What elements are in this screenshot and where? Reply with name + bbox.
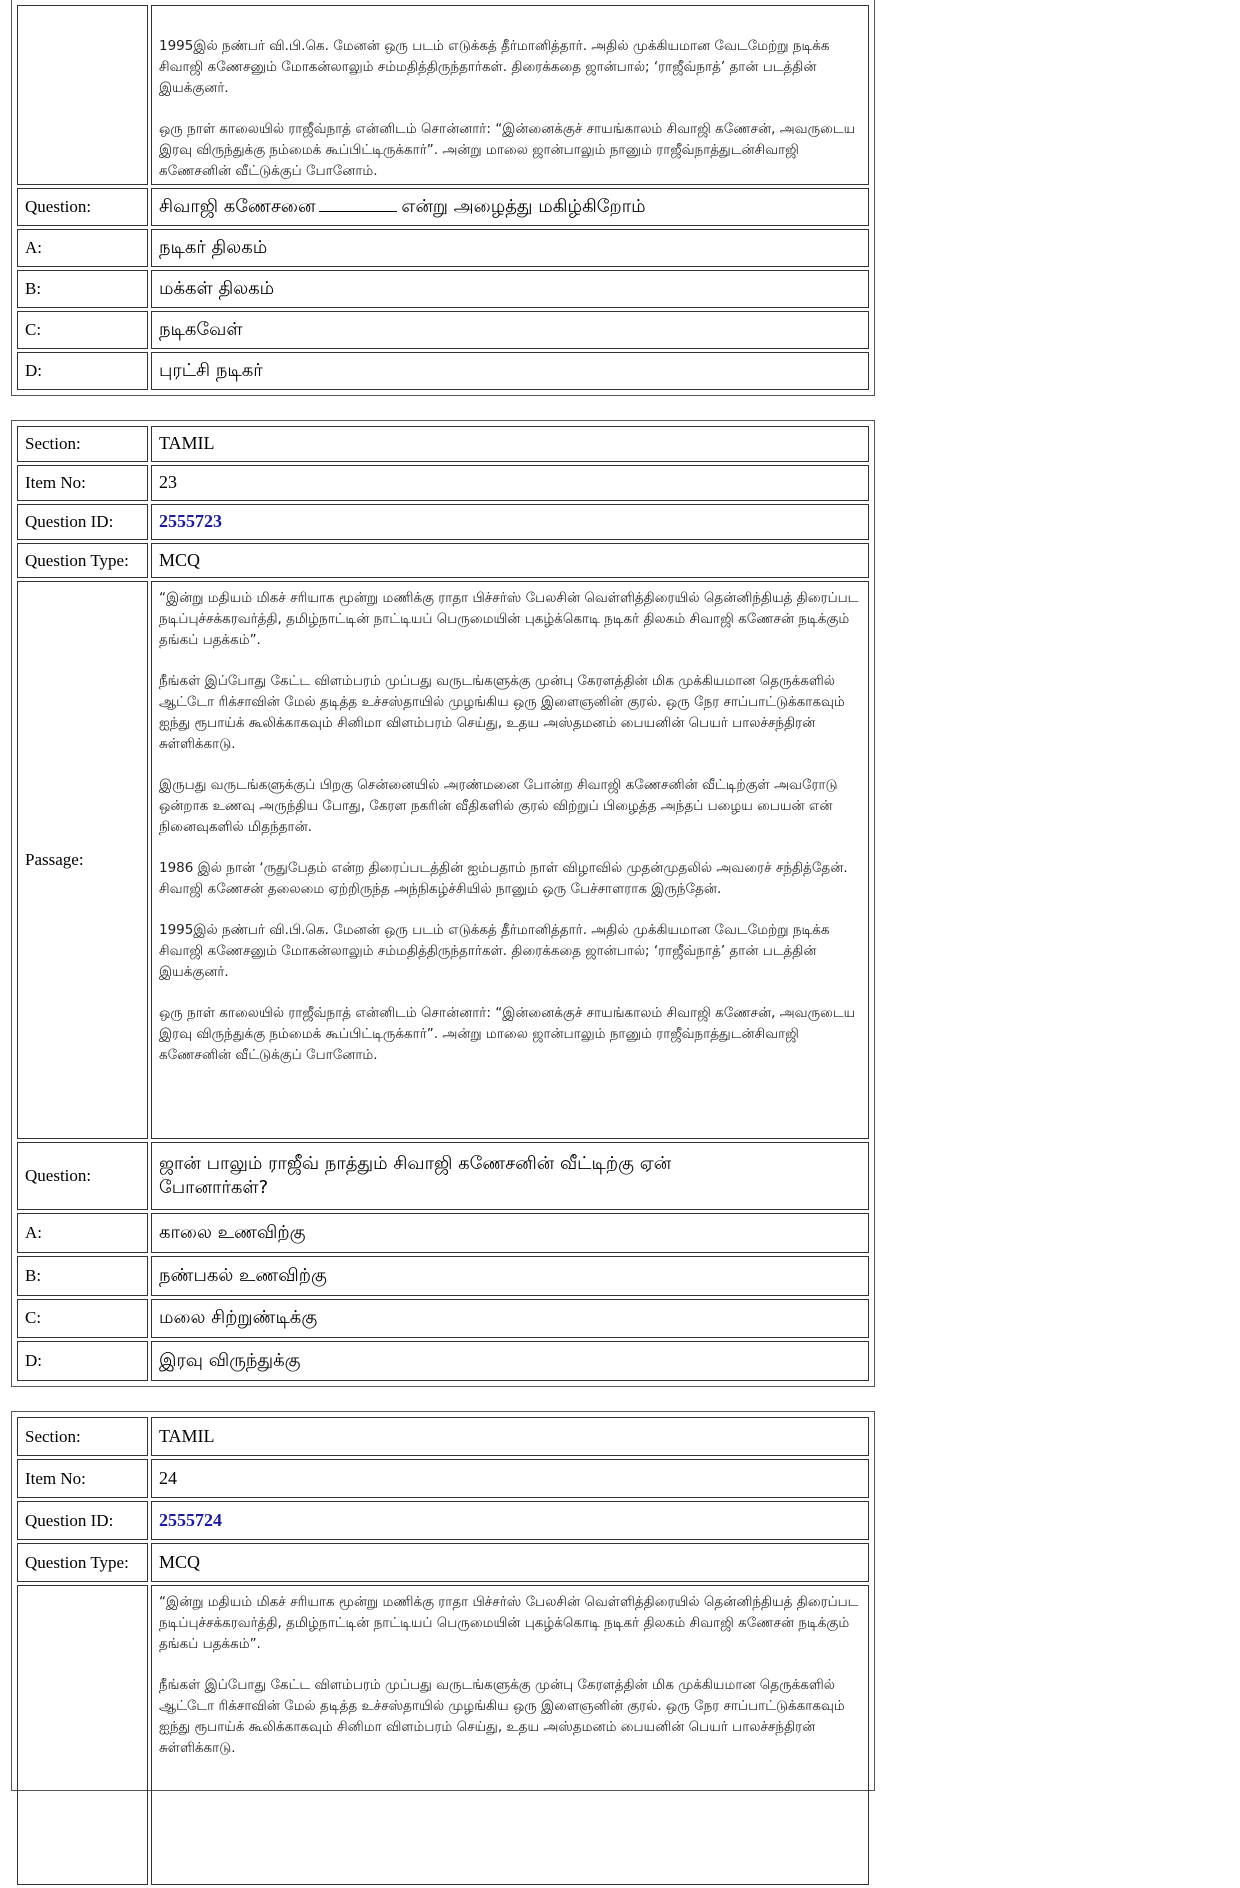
question-row (17, 1142, 869, 1210)
option-b-label: B: (17, 1256, 148, 1296)
question-text: ஜான் பாலும் ராஜீவ் நாத்தும் சிவாஜி கணேசனின் வீட்டிற்கு ஏன் போனார்கள்? (151, 1142, 869, 1210)
question-text (151, 188, 869, 226)
passage-text (151, 581, 869, 1139)
question-type-label: Question Type: (17, 1543, 148, 1582)
item-no-label: Item No: (17, 1459, 148, 1498)
answer-blank (319, 211, 397, 212)
passage-row (17, 5, 869, 185)
passage-label-cell (17, 1585, 148, 1885)
question-type-row (17, 1543, 869, 1582)
passage-paragraph: 1995இல் நண்பர் வி.பி.கெ. மேனன் ஒரு படம் எடுக்கத் தீர்மானித்தார். அதில் முக்கியமான வேடமேற்று நடிக்க சிவாஜி கணேசனும் மோகன்லாலும் சம்மதித்திருந்தார்கள். திரைக்கதை ஜான்பால்; ‘ராஜீவ்நாத்’ தான் படத்தின் இயக்குனர். (159, 922, 830, 981)
question-id-row (17, 1501, 869, 1540)
question-type-value: MCQ (151, 543, 869, 579)
section-value: TAMIL (151, 426, 869, 462)
section-value: TAMIL (151, 1417, 869, 1456)
question-table (14, 1414, 872, 1888)
option-c-text: நடிகவேள் (151, 311, 869, 349)
section-row (17, 1417, 869, 1456)
item-no-value: 23 (151, 465, 869, 501)
option-row-a (17, 229, 869, 267)
passage-paragraph: “இன்று மதியம் மிகச் சரியாக மூன்று மணிக்கு ராதா பிச்சர்ஸ் பேலசின் வெள்ளித்திரையில் தென்னிந்தியத் திரைப்பட நடிப்புச்சக்கரவர்த்தி, தமிழ்நாட்டின் நாட்டியப் பெருமையின் புகழ்க்கொடி நடிகர் திலகம் சிவாஜி கணேசன் நடிக்கும் தங்கப் பதக்கம்”. (159, 1594, 859, 1652)
passage-paragraph: நீங்கள் இப்போது கேட்ட விளம்பரம் முப்பது வருடங்களுக்கு முன்பு கேரளத்தின் மிக முக்கியமான தெருக்களில் ஆட்டோ ரிக்சாவின் மேல் தடித்த உச்சஸ்தாயில் முழங்கிய ஒரு இளைஞனின் குரல். ஒரு நேர சாப்பாட்டுக்காகவும் ஐந்து ரூபாய்க் கூலிக்காகவும் சினிமா விளம்பரம் செய்து, உதய அஸ்தமனம் பையனின் பெயர் பாலச்சந்திரன் சுள்ளிக்காடு. (159, 1677, 845, 1756)
question-row (17, 188, 869, 226)
question-id-label: Question ID: (17, 1501, 148, 1540)
option-a-text: காலை உணவிற்கு (151, 1213, 869, 1253)
question-table (14, 423, 872, 1384)
option-row-d (17, 352, 869, 390)
item-no-row (17, 465, 869, 501)
question-block-23 (11, 420, 875, 1387)
option-row-b (17, 1256, 869, 1296)
question-type-row (17, 543, 869, 579)
item-no-value: 24 (151, 1459, 869, 1498)
passage-paragraph: ஒரு நாள் காலையில் ராஜீவ்நாத் என்னிடம் சொன்னார்: “இன்னைக்குச் சாயங்காலம் சிவாஜி கணேசன், அவருடைய இரவு விருந்துக்கு நம்மைக் கூப்பிட்டிருக்கார்”. அன்று மாலை ஜான்பாலும் நானும் ராஜீவ்நாத்துடன்சிவாஜி கணேசனின் வீட்டுக்குப் போனோம். (159, 121, 856, 179)
option-row-c (17, 311, 869, 349)
option-row-d (17, 1341, 869, 1381)
option-b-text: நண்பகல் உணவிற்கு (151, 1256, 869, 1296)
option-c-label: C: (17, 1299, 148, 1339)
passage-paragraph: ஒரு நாள் காலையில் ராஜீவ்நாத் என்னிடம் சொன்னார்: “இன்னைக்குச் சாயங்காலம் சிவாஜி கணேசன், அவருடைய இரவு விருந்துக்கு நம்மைக் கூப்பிட்டிருக்கார்”. அன்று மாலை ஜான்பாலும் நானும் ராஜீவ்நாத்துடன்சிவாஜி கணேசனின் வீட்டுக்குப் போனோம். (159, 1005, 856, 1064)
option-b-label: B: (17, 270, 148, 308)
question-id-label: Question ID: (17, 504, 148, 540)
passage-text (151, 1585, 869, 1885)
passage-paragraph: 1986 இல் நான் ‘ருதுபேதம் என்ற திரைப்படத்தின் ஐம்பதாம் நாள் விழாவில் முதன்முதலில் அவரைச் சந்தித்தேன். சிவாஜி கணேசன் தலைமை ஏற்றிருந்த அந்நிகழ்ச்சியில் நானும் ஒரு பேச்சாளராக இருந்தேன். (159, 860, 848, 898)
passage-paragraph: “இன்று மதியம் மிகச் சரியாக மூன்று மணிக்கு ராதா பிச்சர்ஸ் பேலசின் வெள்ளித்திரையில் தென்னிந்தியத் திரைப்பட நடிப்புச்சக்கரவர்த்தி, தமிழ்நாட்டின் நாட்டியப் பெருமையின் புகழ்க்கொடி நடிகர் திலகம் சிவாஜி கணேசன் நடிக்கும் தங்கப் பதக்கம்”. (159, 590, 859, 649)
option-d-text: இரவு விருந்துக்கு (151, 1341, 869, 1381)
question-text-after: என்று அழைத்து மகிழ்கிறோம் (401, 195, 646, 217)
passage-paragraph: 1995இல் நண்பர் வி.பி.கெ. மேனன் ஒரு படம் எடுக்கத் தீர்மானித்தார். அதில் முக்கியமான வேடமேற்று நடிக்க சிவாஜி கணேசனும் மோகன்லாலும் சம்மதித்திருந்தார்கள். திரைக்கதை ஜான்பால்; ‘ராஜீவ்நாத்’ தான் படத்தின் இயக்குனர். (159, 38, 830, 96)
passage-label: Passage: (17, 581, 148, 1139)
question-label: Question: (17, 1142, 148, 1210)
question-id-value: 2555724 (151, 1501, 869, 1540)
item-no-label: Item No: (17, 465, 148, 501)
option-d-label: D: (17, 1341, 148, 1381)
question-type-label: Question Type: (17, 543, 148, 579)
option-c-label: C: (17, 311, 148, 349)
section-label: Section: (17, 426, 148, 462)
option-a-text: நடிகர் திலகம் (151, 229, 869, 267)
option-row-a (17, 1213, 869, 1253)
passage-paragraph: நீங்கள் இப்போது கேட்ட விளம்பரம் முப்பது வருடங்களுக்கு முன்பு கேரளத்தின் மிக முக்கியமான தெருக்களில் ஆட்டோ ரிக்சாவின் மேல் தடித்த உச்சஸ்தாயில் முழங்கிய ஒரு இளைஞனின் குரல். ஒரு நேர சாப்பாட்டுக்காகவும் ஐந்து ரூபாய்க் கூலிக்காகவும் சினிமா விளம்பரம் செய்து, உதய அஸ்தமனம் பையனின் பெயர் பாலச்சந்திரன் சுள்ளிக்காடு. (159, 673, 845, 753)
item-no-row (17, 1459, 869, 1498)
option-row-b (17, 270, 869, 308)
option-a-label: A: (17, 1213, 148, 1253)
option-a-label: A: (17, 229, 148, 267)
passage-text (151, 5, 869, 185)
passage-row (17, 1585, 869, 1885)
question-block-22 (11, 0, 875, 396)
passage-paragraph: இருபது வருடங்களுக்குப் பிறகு சென்னையில் அரண்மனை போன்ற சிவாஜி கணேசனின் வீட்டிற்குள் அவரோடு ஒன்றாக உணவு அருந்திய போது, கேரள நகரின் வீதிகளில் குரல் விற்றுப் பிழைத்த அந்தப் பழைய பையன் என் நினைவுகளில் மிதந்தான். (159, 777, 838, 836)
question-id-value: 2555723 (151, 504, 869, 540)
question-id-row (17, 504, 869, 540)
section-label: Section: (17, 1417, 148, 1456)
passage-label-cell (17, 5, 148, 185)
option-d-text: புரட்சி நடிகர் (151, 352, 869, 390)
question-text-before: சிவாஜி கணேசனை (159, 195, 316, 217)
passage-row (17, 581, 869, 1139)
option-b-text: மக்கள் திலகம் (151, 270, 869, 308)
question-type-value: MCQ (151, 1543, 869, 1582)
section-row (17, 426, 869, 462)
option-d-label: D: (17, 352, 148, 390)
question-label: Question: (17, 188, 148, 226)
question-table (14, 2, 872, 393)
option-row-c (17, 1299, 869, 1339)
question-block-24 (11, 1411, 875, 1791)
option-c-text: மலை சிற்றுண்டிக்கு (151, 1299, 869, 1339)
